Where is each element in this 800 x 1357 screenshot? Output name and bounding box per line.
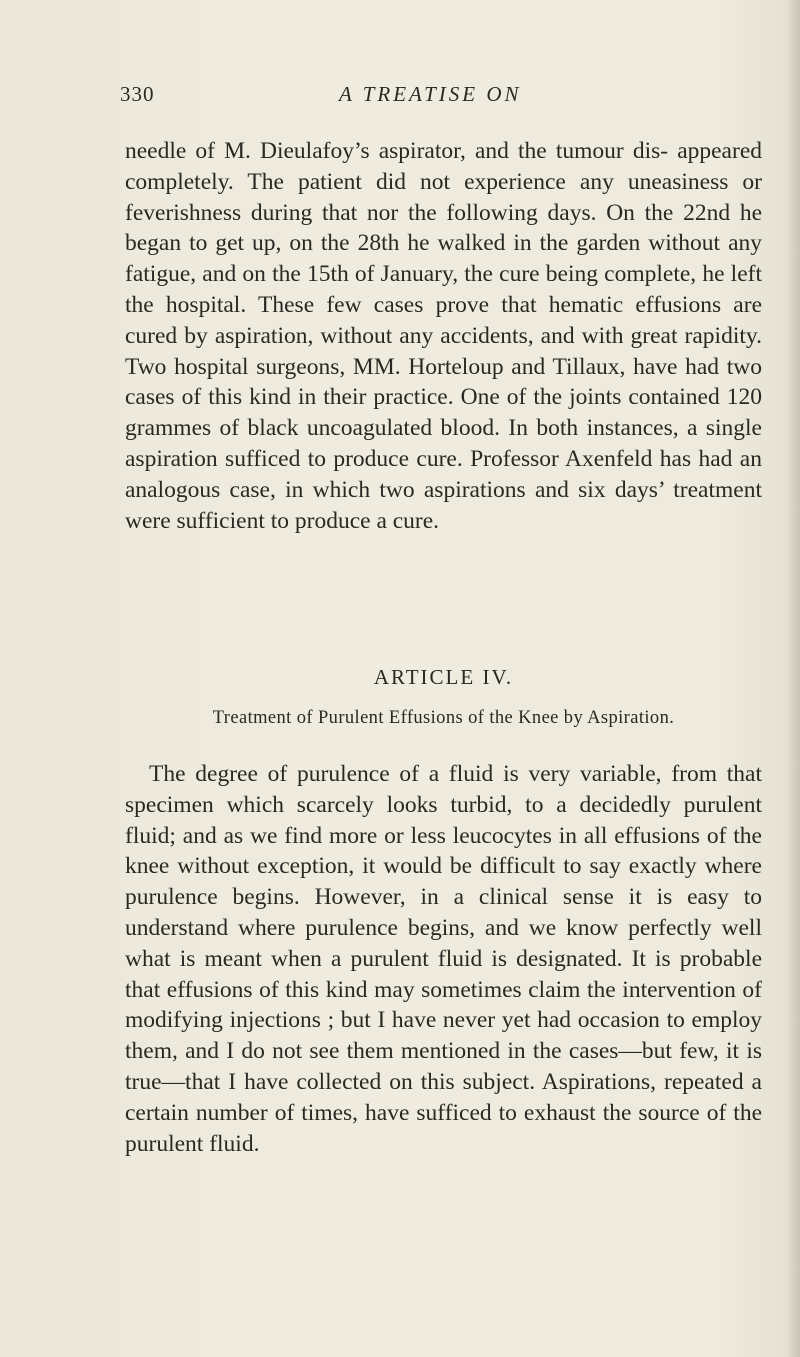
page-edge-shadow [786,0,800,1357]
running-title: A TREATISE ON [339,82,522,106]
article-subtitle: Treatment of Purulent Effusions of the Knee by Aspiration. [212,708,675,728]
paragraph-continued: needle of M. Dieulafoy’s aspirator, and the tumour dis- appeared completely. The patient did not experience any uneasiness or feverishness during that nor the following days. On the 22nd he began to get up, on the 28th he walked in the garden without any fatigue, and on the 15th of January, the cure being complete, he left the hospital. These few cases prove that hematic effusions are cured by aspiration, without any accidents, and with great rapidity. Two hospital surgeons, MM. Horteloup and Tillaux, have had two cases of this kind in their practice. One of the joints contained 120 grammes of black uncoagulated blood. In both instances, a single aspiration sufficed to produce cure. Professor Axenfeld has had an analogous case, in which two aspirations and six days’ treatment were sufficient to produce a cure. [125,138,762,534]
article-heading: ARTICLE IV. [373,665,514,689]
page-number: 330 [120,82,155,106]
running-header [120,80,720,112]
paragraph-article-body: The degree of purulence of a fluid is very variable, from that specimen which scarcely looks turbid, to a decidedly purulent fluid; and as we find more or less leucocytes in all effusions of the knee without exception, it would be difficult to say exactly where purulence begins. However, in a clinical sense it is easy to understand where purulence begins, and we know perfectly well what is meant when a purulent fluid is designated. It is probable that effusions of this kind may sometimes claim the intervention of modifying injections ; but I have never yet had occasion to employ them, and I do not see them mentioned in the cases—but few, it is true—that I have collected on this subject. Aspirations, repeated a certain number of times, have sufficed to exhaust the source of the purulent fluid. [125,761,762,1157]
